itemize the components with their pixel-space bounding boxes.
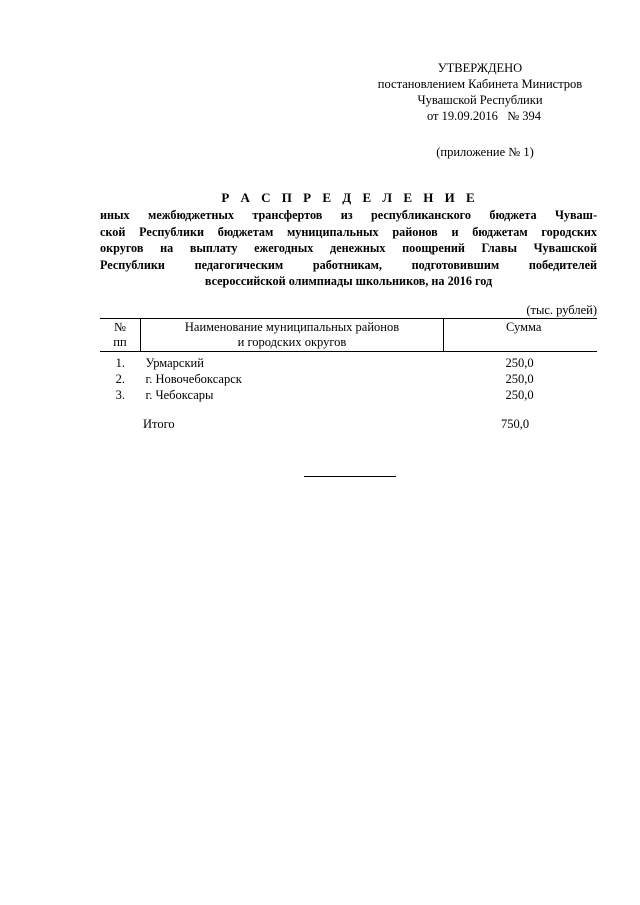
header-name <box>141 319 444 352</box>
total-label: Итого <box>143 417 175 431</box>
row-number: 1. <box>115 356 125 370</box>
header-number-line2: пп <box>113 335 127 349</box>
table-row <box>100 387 597 403</box>
appendix-note: (приложение № 1) <box>436 145 534 159</box>
header-number <box>100 319 141 352</box>
table-row <box>100 352 597 372</box>
row-name: г. Новочебоксарск <box>145 372 242 386</box>
table-row <box>100 371 597 387</box>
row-name: г. Чебоксары <box>145 388 214 402</box>
row-sum: 250,0 <box>505 372 534 386</box>
table-header-row <box>100 319 597 352</box>
row-number: 2. <box>115 372 125 386</box>
header-number-line1: № <box>114 320 126 334</box>
approval-block <box>360 60 600 124</box>
distribution-table <box>100 318 597 403</box>
approval-resolution: постановлением Кабинета Министров <box>377 77 583 91</box>
subtitle-line: всероссийской олимпиады школьников, на 2016 год <box>204 274 493 288</box>
approval-heading: УТВЕРЖДЕНО <box>437 61 523 75</box>
header-name-line2: и городских округов <box>237 335 347 349</box>
row-sum: 250,0 <box>505 388 534 402</box>
subtitle-line: ской Республики бюджетам муниципальных районов и бюджетам городских <box>100 224 597 239</box>
units-note: (тыс. рублей) <box>526 303 597 317</box>
end-divider <box>304 476 396 477</box>
approval-date-number: от 19.09.2016 № 394 <box>426 109 542 123</box>
row-number: 3. <box>115 388 125 402</box>
subtitle-line: иных межбюджетных трансфертов из республиканского бюджета Чуваш- <box>100 208 597 222</box>
subtitle-line: округов на выплату ежегодных денежных поощрений Главы Чувашской <box>100 241 597 255</box>
row-sum: 250,0 <box>505 356 534 370</box>
row-name: Урмарский <box>145 356 204 370</box>
document-title: Р А С П Р Е Д Е Л Е Н И Е <box>221 190 479 205</box>
approval-republic: Чувашской Республики <box>417 93 543 107</box>
document-subtitle <box>100 207 597 290</box>
header-sum: Сумма <box>444 319 598 352</box>
total-sum: 750,0 <box>501 417 530 431</box>
subtitle-line: Республики педагогическим работникам, подготовившим победителей <box>100 257 597 272</box>
header-name-line1: Наименование муниципальных районов <box>184 320 400 334</box>
